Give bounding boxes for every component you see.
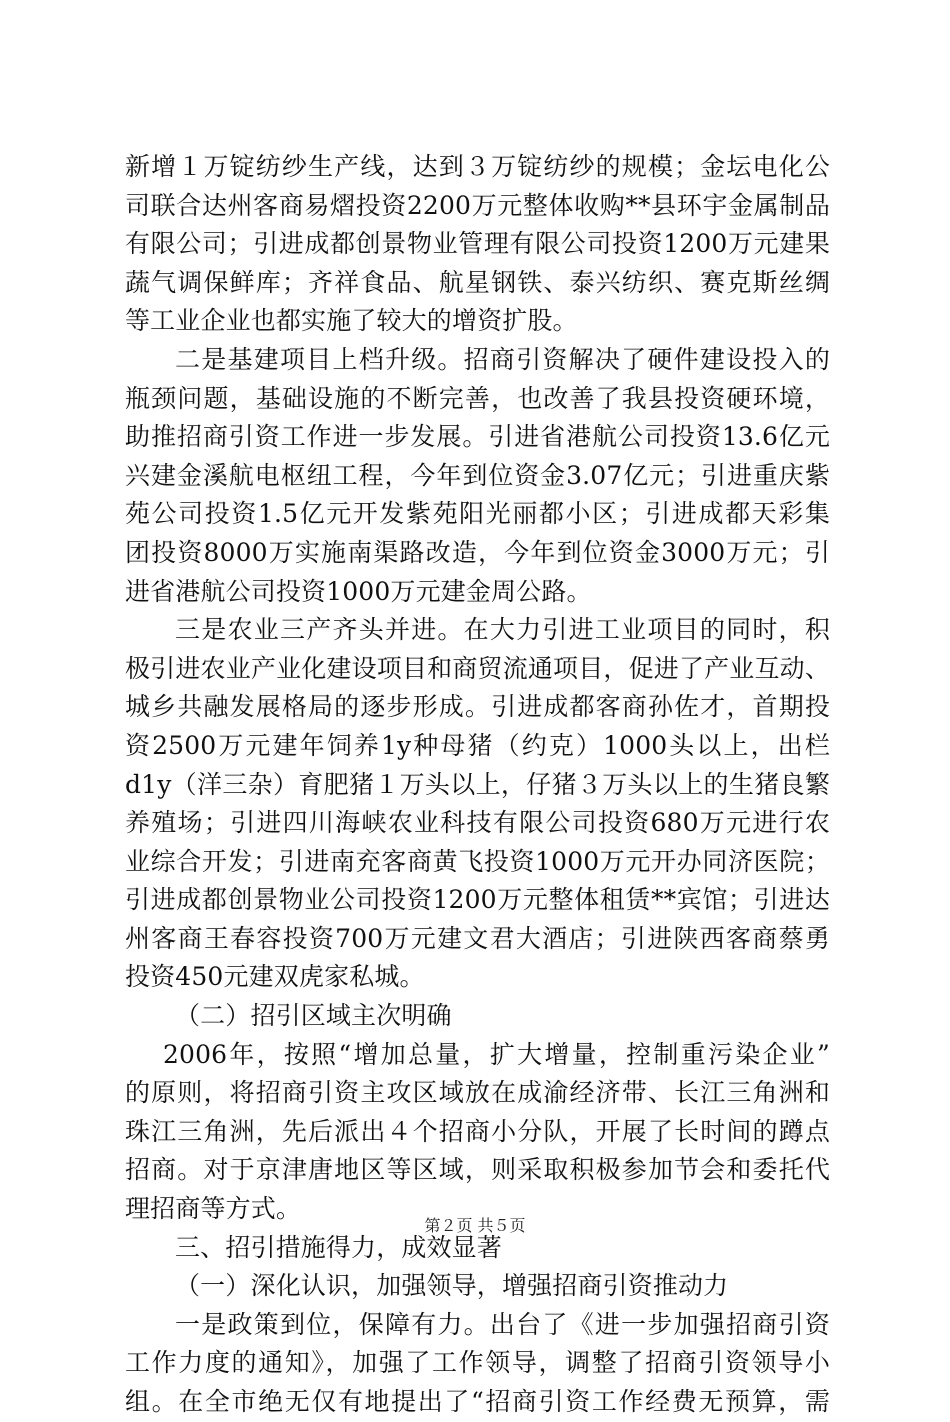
- text-line: 新增１万锭纺纱生产线，达到３万锭纺纱的规模；金坛电化公: [125, 152, 830, 181]
- text-line: 业综合开发；引进南充客商黄飞投资1000万元开办同济医院；: [125, 846, 830, 876]
- text-line: 的原则，将招商引资主攻区域放在成渝经济带、长江三角洲和: [125, 1078, 830, 1108]
- text-line: 投资450元建双虎家私城。: [125, 962, 425, 992]
- text-line: 州客商王春容投资700万元建文君大酒店；引进陕西客商蔡勇: [125, 923, 830, 953]
- text-line: 城乡共融发展格局的逐步形成。引进成都客商孙佐才，首期投: [125, 692, 830, 722]
- text-line: 苑公司投资1.5亿元开发紫苑阳光丽都小区；引进成都天彩集: [125, 499, 830, 529]
- text-line: 等工业企业也都实施了较大的增资扩股。: [125, 306, 578, 336]
- text-line: 养殖场；引进四川海峡农业科技有限公司投资680万元进行农: [125, 808, 830, 838]
- text-line: 理招商等方式。: [125, 1194, 302, 1224]
- section-heading: （二）招引区域主次明确: [175, 1001, 452, 1031]
- text-line: d1y（洋三杂）育肥猪１万头以上，仔猪３万头以上的生猪良繁: [125, 769, 830, 799]
- text-line: 团投资8000万实施南渠路改造，今年到位资金3000万元；引: [125, 537, 830, 567]
- paragraph-first-line: 二是基建项目上档升级。招商引资解决了硬件建设投入的: [175, 344, 830, 374]
- text-line: 助推招商引资工作进一步发展。引进省港航公司投资13.6亿元: [125, 422, 830, 452]
- page-number-footer: 第２页 共５页: [424, 1216, 526, 1235]
- text-line: 组。在全市绝无仅有地提出了“招商引资工作经费无预算，需: [125, 1387, 830, 1416]
- paragraph-first-line: 一是政策到位，保障有力。出台了《进一步加强招商引资: [175, 1309, 830, 1339]
- text-line: 资2500万元建年饲养1y种母猪（约克）1000头以上，出栏: [125, 730, 830, 760]
- section-heading: 三、招引措施得力，成效显著: [175, 1232, 502, 1262]
- text-line: 进省港航公司投资1000万元建金周公路。: [125, 576, 592, 606]
- text-line: 有限公司；引进成都创景物业管理有限公司投资1200万元建果: [125, 229, 830, 259]
- text-line: 蔬气调保鲜库；齐祥食品、航星钢铁、泰兴纺织、赛克斯丝绸: [125, 267, 830, 297]
- paragraph-first-line: 2006年，按照“增加总量，扩大增量，控制重污染企业”: [163, 1039, 830, 1069]
- text-line: 极引进农业产业化建设项目和商贸流通项目，促进了产业互动、: [125, 653, 830, 683]
- text-line: 司联合达州客商易熠投资2200万元整体收购**县环宇金属制品: [125, 190, 830, 220]
- paragraph-first-line: 三是农业三产齐头并进。在大力引进工业项目的同时，积: [175, 615, 830, 645]
- text-line: 招商。对于京津唐地区等区域，则采取积极参加节会和委托代: [125, 1155, 830, 1185]
- text-line: 工作力度的通知》，加强了工作领导，调整了招商引资领导小: [125, 1348, 830, 1378]
- text-line: 珠江三角洲，先后派出４个招商小分队，开展了长时间的蹲点: [125, 1116, 830, 1146]
- text-line: 兴建金溪航电枢纽工程，今年到位资金3.07亿元；引进重庆紫: [125, 460, 830, 490]
- text-line: 引进成都创景物业公司投资1200万元整体租赁**宾馆；引进达: [125, 885, 830, 915]
- section-heading: （一）深化认识，加强领导，增强招商引资推动力: [175, 1271, 729, 1301]
- text-line: 瓶颈问题，基础设施的不断完善，也改善了我县投资硬环境，: [125, 383, 830, 413]
